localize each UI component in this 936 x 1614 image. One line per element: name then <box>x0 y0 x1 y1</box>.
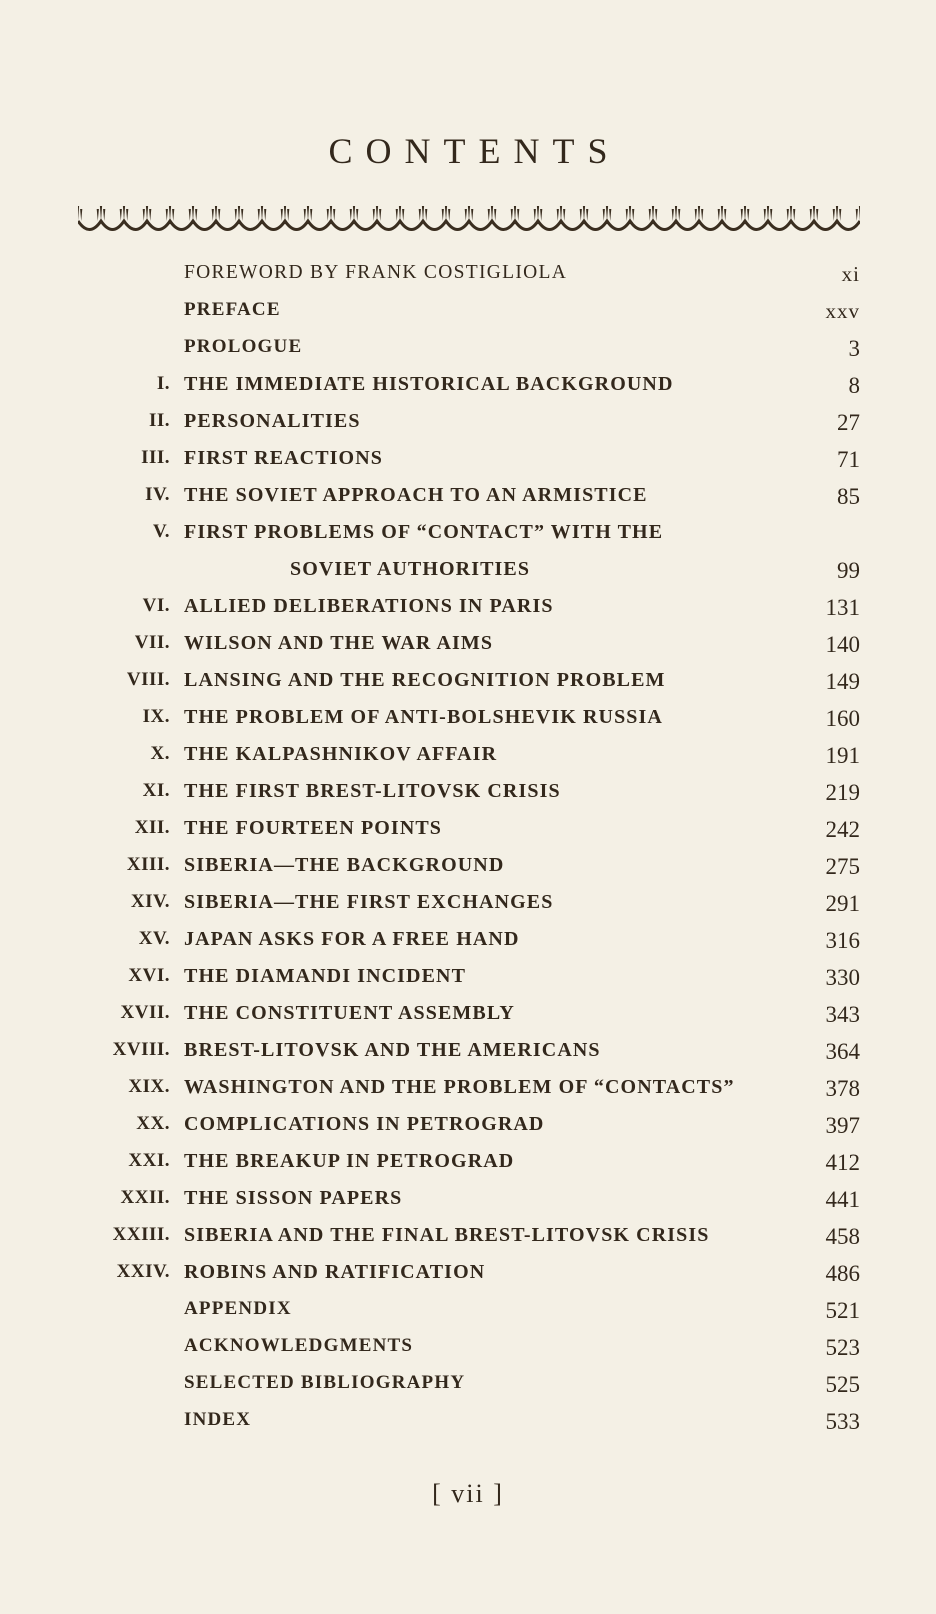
toc-entry-numeral: XII. <box>134 817 170 838</box>
toc-entry[interactable] <box>78 262 860 299</box>
toc-entry-title: FOREWORD BY FRANK COSTIGLIOLA <box>184 262 568 283</box>
toc-entry-title: APPENDIX <box>184 1298 292 1319</box>
toc-entry[interactable] <box>78 1187 860 1224</box>
toc-entry-page-number: 160 <box>825 706 860 731</box>
toc-entry-numeral: XVI. <box>128 965 170 986</box>
toc-entry[interactable] <box>78 743 860 780</box>
toc-entry[interactable] <box>78 1002 860 1039</box>
toc-entry-title: JAPAN ASKS FOR A FREE HAND <box>184 928 520 950</box>
toc-entry-page-number: 330 <box>825 965 860 990</box>
toc-entry-title: ROBINS AND RATIFICATION <box>184 1261 486 1283</box>
toc-entry-title: FIRST PROBLEMS OF “CONTACT” WITH THE <box>184 521 664 543</box>
toc-entry-numeral: XXII. <box>120 1187 170 1208</box>
toc-entry-page-number: 242 <box>825 817 860 842</box>
toc-entry-numeral: XI. <box>142 780 170 801</box>
toc-entry-title: THE IMMEDIATE HISTORICAL BACKGROUND <box>184 373 674 395</box>
toc-entry-page-number: 219 <box>825 780 860 805</box>
page-folio: [ vii ] <box>432 1479 504 1508</box>
toc-entry[interactable] <box>78 928 860 965</box>
toc-entry-numeral: X. <box>150 743 170 764</box>
toc-entry-page-number: 486 <box>825 1261 860 1286</box>
toc-entry-page-number: 521 <box>825 1298 860 1323</box>
toc-entry[interactable] <box>78 558 860 595</box>
toc-entry-title: BREST-LITOVSK AND THE AMERICANS <box>184 1039 601 1061</box>
toc-entry[interactable] <box>78 817 860 854</box>
toc-entry[interactable] <box>78 965 860 1002</box>
toc-entry-page-number: 343 <box>825 1002 860 1027</box>
toc-entry-page-number: 140 <box>825 632 860 657</box>
toc-entry[interactable] <box>78 1409 860 1446</box>
toc-entry-page-number: 523 <box>825 1335 860 1360</box>
toc-entry-title: PROLOGUE <box>184 336 303 357</box>
toc-entry-numeral: IX. <box>142 706 170 727</box>
toc-entry-page-number: 8 <box>848 373 860 398</box>
toc-entry-page-number: 3 <box>848 336 860 361</box>
toc-entry-numeral: VI. <box>142 595 170 616</box>
toc-entry-title: THE FIRST BREST-LITOVSK CRISIS <box>184 780 561 802</box>
toc-entry[interactable] <box>78 1335 860 1372</box>
toc-entry[interactable] <box>78 1150 860 1187</box>
toc-entry-page-number: 99 <box>837 558 860 583</box>
toc-entry[interactable] <box>78 891 860 928</box>
toc-entry[interactable] <box>78 1076 860 1113</box>
toc-entry[interactable] <box>78 373 860 410</box>
toc-entry-page-number: xi <box>841 262 860 286</box>
toc-entry-title: WASHINGTON AND THE PROBLEM OF “CONTACTS” <box>184 1076 735 1098</box>
toc-entry-page-number: 412 <box>825 1150 860 1175</box>
toc-entry-page-number: 441 <box>825 1187 860 1212</box>
toc-entry-title: THE SOVIET APPROACH TO AN ARMISTICE <box>184 484 648 506</box>
toc-entry-numeral: V. <box>152 521 170 542</box>
toc-entry-title: ACKNOWLEDGMENTS <box>184 1335 414 1356</box>
toc-entry[interactable] <box>78 521 860 558</box>
toc-entry-numeral: XIX. <box>128 1076 170 1097</box>
toc-entry-numeral: I. <box>156 373 170 394</box>
toc-entry-title: PREFACE <box>184 299 281 320</box>
toc-entry-numeral: VII. <box>134 632 170 653</box>
toc-entry[interactable] <box>78 1039 860 1076</box>
toc-entry[interactable] <box>78 447 860 484</box>
page-title: CONTENTS <box>328 131 621 171</box>
table-of-contents <box>78 262 860 1446</box>
toc-entry[interactable] <box>78 780 860 817</box>
toc-entry-title: COMPLICATIONS IN PETROGRAD <box>184 1113 545 1135</box>
toc-entry-numeral: VIII. <box>126 669 170 690</box>
toc-entry-page-number: 85 <box>837 484 860 509</box>
toc-entry-numeral: XV. <box>138 928 170 949</box>
toc-entry-page-number: 149 <box>825 669 860 694</box>
toc-entry-title: THE CONSTITUENT ASSEMBLY <box>184 1002 515 1024</box>
toc-entry-page-number: 291 <box>825 891 860 916</box>
toc-entry-title: WILSON AND THE WAR AIMS <box>184 632 494 654</box>
toc-entry[interactable] <box>78 1298 860 1335</box>
toc-entry-title: PERSONALITIES <box>184 410 361 432</box>
toc-entry[interactable] <box>78 1372 860 1409</box>
toc-entry[interactable] <box>78 1113 860 1150</box>
toc-entry-numeral: XX. <box>136 1113 170 1134</box>
toc-entry-page-number: 378 <box>825 1076 860 1101</box>
toc-entry-page-number: 458 <box>825 1224 860 1249</box>
toc-entry-title: THE KALPASHNIKOV AFFAIR <box>184 743 498 765</box>
toc-entry-page-number: 316 <box>825 928 860 953</box>
toc-entry-numeral: XXI. <box>128 1150 170 1171</box>
toc-entry-title: SIBERIA AND THE FINAL BREST-LITOVSK CRISIS <box>184 1224 710 1246</box>
toc-entry-title: THE DIAMANDI INCIDENT <box>184 965 467 987</box>
toc-entry[interactable] <box>78 632 860 669</box>
toc-entry[interactable] <box>78 854 860 891</box>
toc-entry-page-number: 275 <box>825 854 860 879</box>
toc-entry-page-number: 364 <box>825 1039 860 1064</box>
toc-entry-numeral: II. <box>148 410 170 431</box>
toc-entry-title: THE PROBLEM OF ANTI-BOLSHEVIK RUSSIA <box>184 706 663 728</box>
toc-entry-numeral: XXIV. <box>116 1261 170 1282</box>
toc-entry-numeral: IV. <box>145 484 170 505</box>
toc-entry-numeral: XXIII. <box>112 1224 170 1245</box>
toc-entry-title: ALLIED DELIBERATIONS IN PARIS <box>184 595 554 617</box>
toc-entry-numeral: XVII. <box>120 1002 170 1023</box>
toc-entry-page-number: 525 <box>825 1372 860 1397</box>
toc-entry-page-number: 131 <box>825 595 860 620</box>
toc-entry[interactable] <box>78 410 860 447</box>
toc-entry-page-number: 397 <box>825 1113 860 1138</box>
toc-entry-title: INDEX <box>184 1409 252 1430</box>
toc-entry-numeral: III. <box>141 447 170 468</box>
toc-entry[interactable] <box>78 484 860 521</box>
toc-entry-page-number: 27 <box>837 410 860 435</box>
toc-entry-numeral: XIII. <box>126 854 170 875</box>
toc-entry-title: FIRST REACTIONS <box>184 447 383 469</box>
toc-entry-numeral: XVIII. <box>112 1039 170 1060</box>
toc-entry-title: SIBERIA—THE BACKGROUND <box>184 854 505 876</box>
toc-entry-page-number: 191 <box>825 743 860 768</box>
toc-entry-title: THE FOURTEEN POINTS <box>184 817 443 839</box>
toc-entry-title: SIBERIA—THE FIRST EXCHANGES <box>184 891 554 913</box>
toc-entry-page-number: 71 <box>837 447 860 472</box>
toc-entry-page-number: xxv <box>825 299 860 323</box>
toc-entry[interactable] <box>78 1261 860 1298</box>
toc-entry[interactable] <box>78 669 860 706</box>
toc-entry-title: LANSING AND THE RECOGNITION PROBLEM <box>184 669 666 691</box>
toc-entry[interactable] <box>78 336 860 373</box>
toc-entry[interactable] <box>78 595 860 632</box>
toc-entry[interactable] <box>78 299 860 336</box>
toc-entry-page-number: 533 <box>825 1409 860 1434</box>
toc-entry-title: THE SISSON PAPERS <box>184 1187 403 1209</box>
toc-entry-title: SELECTED BIBLIOGRAPHY <box>184 1372 466 1393</box>
toc-entry[interactable] <box>78 706 860 743</box>
scalloped-rule-ornament <box>78 205 860 239</box>
toc-entry-numeral: XIV. <box>130 891 170 912</box>
toc-entry-title: SOVIET AUTHORITIES <box>290 558 531 580</box>
toc-entry[interactable] <box>78 1224 860 1261</box>
toc-entry-title: THE BREAKUP IN PETROGRAD <box>184 1150 515 1172</box>
